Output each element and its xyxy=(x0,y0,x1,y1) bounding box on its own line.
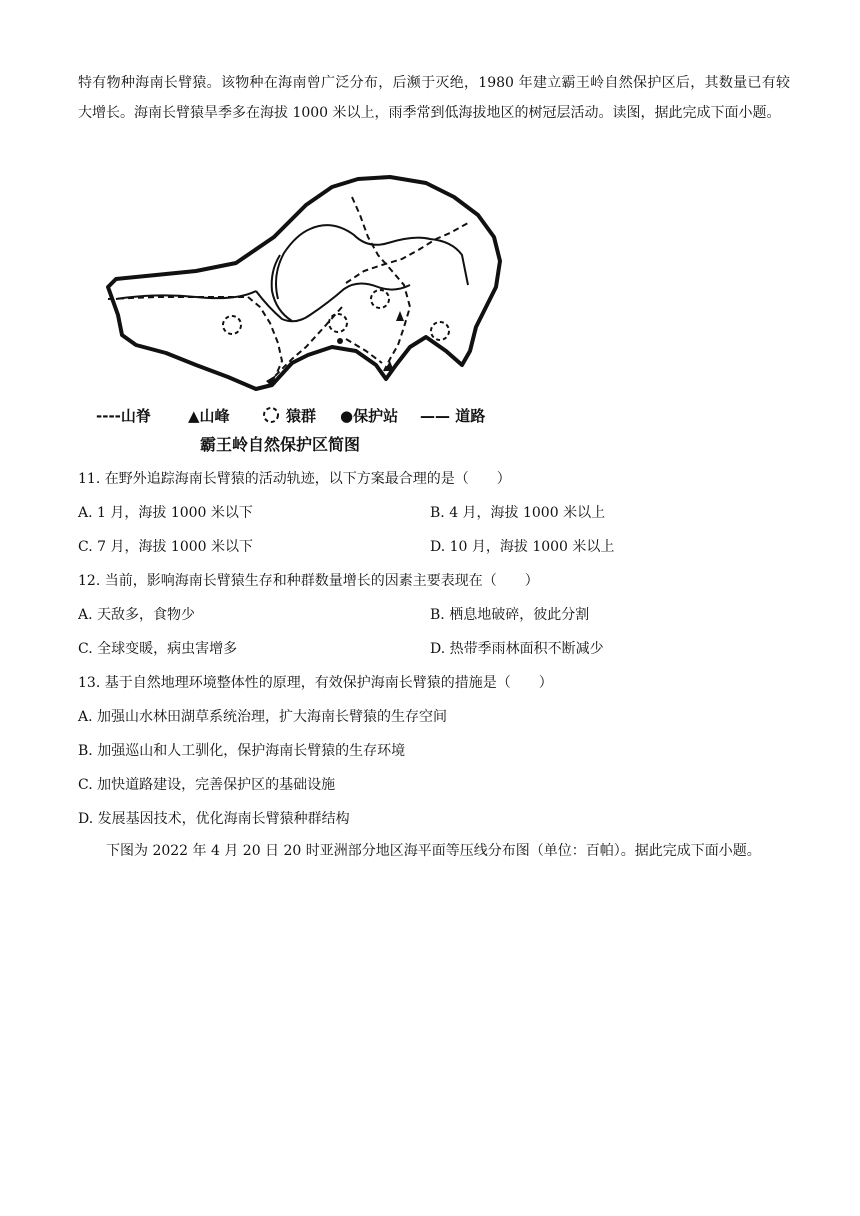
question-13-option-a: A. 加强山水林田湖草系统治理，扩大海南长臂猿的生存空间 xyxy=(78,709,448,725)
question-11-stem: 11. 在野外追踪海南长臂猿的活动轨迹，以下方案最合理的是（ ） xyxy=(78,471,511,487)
ape-group-marker xyxy=(371,290,389,308)
road-line xyxy=(276,225,468,299)
question-12-option-d: D. 热带季雨林面积不断减少 xyxy=(430,641,604,657)
next-section-intro: 下图为 2022 年 4 月 20 日 20 时亚洲部分地区海平面等压线分布图（单位：百帕）。据此完成下面小题。 xyxy=(106,843,761,859)
question-12-option-a: A. 天敌多，食物少 xyxy=(78,607,196,623)
ape-group-marker xyxy=(329,314,347,332)
ape-group-marker xyxy=(223,316,241,334)
question-11-option-a: A. 1 月，海拔 1000 米以下 xyxy=(78,505,253,521)
legend-group-icon xyxy=(262,405,280,423)
legend-group: 猿群 xyxy=(286,407,317,425)
reserve-boundary xyxy=(108,177,500,389)
legend-ridge: ----山脊 xyxy=(96,407,151,425)
ape-group-marker xyxy=(431,322,449,340)
question-12-stem: 12. 当前，影响海南长臂猿生存和种群数量增长的因素主要表现在（ ） xyxy=(78,573,539,589)
reserve-map-drawing xyxy=(96,175,516,405)
question-13-stem: 13. 基于自然地理环境整体性的原理，有效保护海南长臂猿的措施是（ ） xyxy=(78,675,553,691)
map-legend xyxy=(96,405,516,429)
road-line xyxy=(116,291,256,299)
ridge-line xyxy=(248,297,282,375)
question-11-option-c: C. 7 月，海拔 1000 米以下 xyxy=(78,539,253,555)
intro-paragraph: 特有物种海南长臂猿。该物种在海南曾广泛分布，后濒于灭绝，1980 年建立霸王岭自然保护区后，其数量已有较大增长。海南长臂猿旱季多在海拔 1000 米以上，雨季常到低海拔地区的树冠层活动。读图，据此完成下面小题。 xyxy=(78,75,790,121)
question-11-option-b: B. 4 月，海拔 1000 米以上 xyxy=(430,505,606,521)
map-title: 霸王岭自然保护区简图 xyxy=(200,435,361,454)
legend-road: —— 道路 xyxy=(420,407,486,425)
ridge-line xyxy=(346,223,468,283)
peak-marker xyxy=(396,311,404,321)
legend-peak: ▲山峰 xyxy=(188,407,230,425)
question-12-option-b: B. 栖息地破碎，彼此分割 xyxy=(430,607,590,623)
question-12-option-c: C. 全球变暖，病虫害增多 xyxy=(78,641,238,657)
question-13-option-b: B. 加强巡山和人工驯化，保护海南长臂猿的生存环境 xyxy=(78,743,406,759)
station-marker xyxy=(337,338,343,344)
question-11-option-d: D. 10 月，海拔 1000 米以上 xyxy=(430,539,615,555)
question-13-option-c: C. 加快道路建设，完善保护区的基础设施 xyxy=(78,777,336,793)
question-13-option-d: D. 发展基因技术，优化海南长臂猿种群结构 xyxy=(78,811,350,827)
legend-station: ●保护站 xyxy=(340,407,399,425)
